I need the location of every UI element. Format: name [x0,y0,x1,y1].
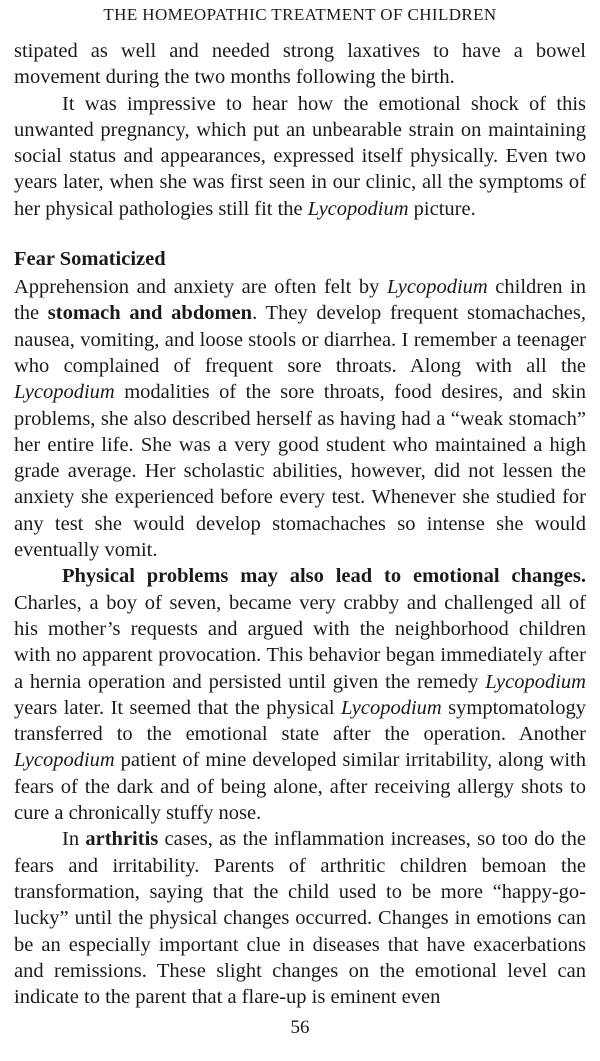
paragraph-apprehension [14,274,586,563]
paragraph-continuation [14,38,586,91]
italic-term: Lycopodium [340,696,442,719]
text-run: years later. It seemed that the physical [14,696,341,719]
text-run: modalities of the sore throats, food desires, and skin problems, she also described herself as having had a “weak stomach” her entire life. She was a very good student who maintained a high grade average. Her scholastic abilities, however, did not lessen the anxiety she experienced before every test. Whenever she studied for any test she would develop stomachaches so intense she would eventually vomit. [14,381,586,562]
text-run: symptomatology transferred to the emotional state after the operation. Another [14,696,586,746]
text-run: patient of mine developed similar irritability, along with fears of the dark and of being alone, after receiving allergy shots to cure a chronically stuffy nose. [14,749,586,825]
section-heading: Fear Somaticized [14,248,166,271]
text-run: In [62,828,86,851]
text-run: children in the [14,276,586,325]
italic-term: Lycopodium [307,197,409,220]
paragraph-physical-problems [14,563,586,826]
body-text [14,38,586,1010]
paragraph-emotional-shock [14,91,586,222]
italic-term: Lycopodium [14,749,115,772]
bold-term: stomach and abdomen [47,302,253,325]
paragraph-arthritis [14,826,586,1010]
text-run: Charles, a boy of seven, became very crabby and challenged all of his mother’s requests and argued with the neighborhood children with no apparent provocation. This behavior began immediately after a hernia operation and persisted until given the remedy [14,591,586,693]
page-number: 56 [290,1017,310,1038]
bold-term: arthritis [85,828,159,851]
italic-term: Lycopodium [485,670,586,693]
text-run: Apprehension and anxiety are often felt by [14,276,387,299]
text-run: picture. [408,197,476,220]
text-run: cases, as the inflammation increases, so too do the fears and irritability. Parents of arthritic children bemoan the transformation, saying that the child used to be more “happy-go-lucky” until the physical changes occurred. Changes in emotions can be an especially important clue in diseases that have exacerbations and remissions. These slight changes on the emotional level can indicate to the parent that a flare-up is eminent even [14,828,586,1009]
text-run: stipated as well and needed strong laxatives to have a bowel movement during the two months following the birth. [14,40,586,89]
running-head: THE HOMEOPATHIC TREATMENT OF CHILDREN [103,5,497,24]
text-run: It was impressive to hear how the emotional shock of this unwanted pregnancy, which put an unbearable strain on maintaining social status and appearances, expressed itself physically. Even two years later, when she was first seen in our clinic, all the symptoms of her physical pathologies still fit the [14,92,586,220]
italic-term: Lycopodium [386,276,488,299]
bold-lead: Physical problems may also lead to emotional changes. [62,565,586,588]
text-run: . They develop frequent stomachaches, nausea, vomiting, and loose stools or diarrhea. I remember a teenager who complained of frequent sore throats. Along with all the [14,302,587,377]
italic-term: Lycopodium [14,381,115,404]
